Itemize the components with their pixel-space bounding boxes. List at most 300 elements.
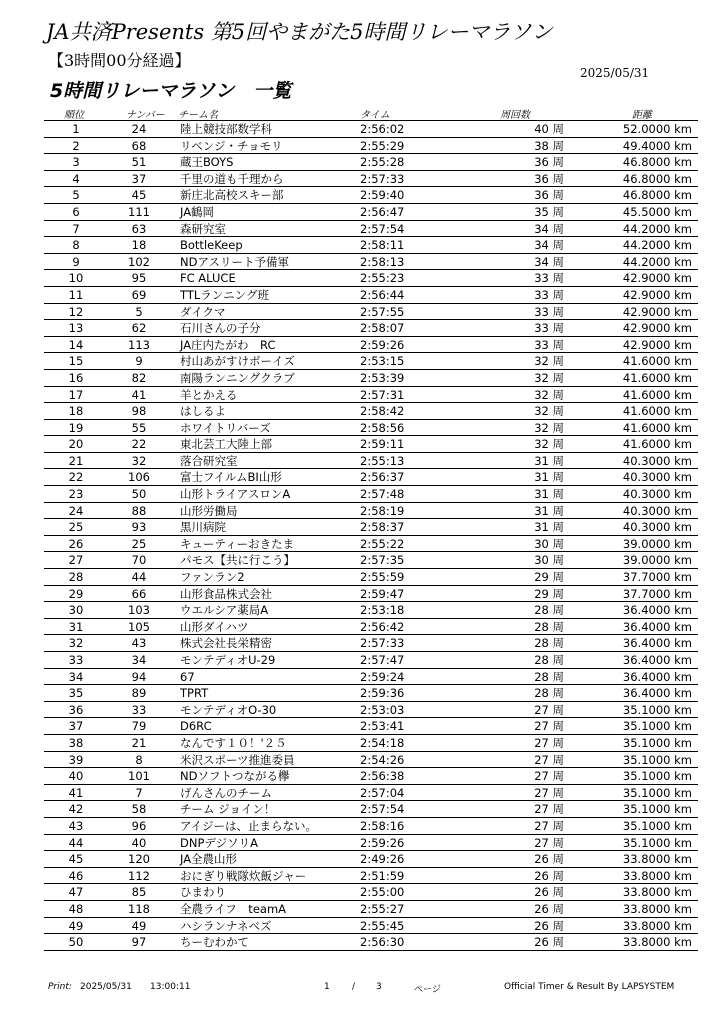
cell-rank: 29 (68, 586, 84, 601)
cell-team-name: 山形ダイハツ (180, 619, 249, 634)
cell-distance: 35.1000 km (622, 785, 692, 800)
cell-team-name: FC ALUCE (180, 271, 236, 286)
table-row (44, 702, 698, 719)
cell-rank: 31 (68, 619, 84, 634)
cell-team-name: DNPデジソリA (180, 835, 259, 850)
cell-team-name: D6RC (180, 719, 212, 734)
cell-number: 24 (131, 122, 147, 136)
table-row (44, 635, 698, 652)
cell-laps: 28 周 (534, 653, 564, 667)
cell-laps: 26 周 (534, 901, 564, 916)
footer (44, 982, 698, 996)
header-laps: 周回数 (500, 110, 530, 121)
cell-distance: 42.9000 km (622, 321, 692, 336)
cell-distance: 36.4000 km (622, 636, 692, 651)
cell-laps: 40 周 (534, 122, 564, 136)
table-row (44, 237, 698, 254)
cell-team-name: 山形食品株式会社 (180, 586, 272, 601)
table-row (44, 602, 698, 619)
cell-team-name: 南陽ランニングクラブ (180, 370, 295, 385)
table-row (44, 901, 698, 918)
cell-time: 2:59:24 (360, 669, 405, 684)
cell-distance: 33.8000 km (622, 935, 692, 950)
cell-laps: 27 周 (534, 835, 564, 850)
cell-team-name: 陸上競技部数学科 (180, 122, 272, 136)
cell-time: 2:58:19 (360, 503, 405, 518)
cell-distance: 44.2000 km (622, 254, 692, 269)
table-row (44, 469, 698, 486)
table-row (44, 453, 698, 470)
credit: Official Timer & Result By LAPSYSTEM (504, 982, 675, 992)
cell-time: 2:59:26 (360, 337, 405, 352)
cell-distance: 33.8000 km (622, 885, 692, 900)
cell-rank: 48 (68, 901, 84, 916)
cell-laps: 27 周 (534, 785, 564, 800)
cell-team-name: おにぎり戦隊炊飯ジャー (180, 868, 307, 883)
cell-distance: 35.1000 km (622, 802, 692, 817)
header-time: タイム (360, 110, 390, 121)
cell-rank: 34 (68, 669, 84, 684)
cell-number: 55 (131, 420, 147, 435)
cell-laps: 27 周 (534, 769, 564, 784)
list-title: 5時間リレーマラソン 一覧 (50, 80, 292, 102)
cell-rank: 3 (72, 155, 80, 170)
cell-distance: 45.5000 km (622, 204, 692, 219)
cell-time: 2:56:30 (360, 935, 405, 950)
cell-time: 2:53:15 (360, 354, 405, 369)
cell-distance: 37.7000 km (622, 570, 692, 585)
cell-rank: 50 (68, 935, 84, 950)
cell-distance: 33.8000 km (622, 901, 692, 916)
cell-team-name: ファンラン2 (180, 570, 245, 585)
table-row (44, 752, 698, 769)
cell-time: 2:53:39 (360, 370, 405, 385)
cell-time: 2:57:33 (360, 171, 405, 186)
cell-time: 2:54:18 (360, 735, 405, 750)
cell-time: 2:58:42 (360, 404, 405, 419)
cell-distance: 40.3000 km (622, 503, 692, 518)
table-row (44, 586, 698, 603)
page-separator: / (352, 982, 356, 992)
cell-laps: 26 周 (534, 935, 564, 950)
cell-laps: 31 周 (534, 487, 564, 502)
cell-number: 7 (135, 785, 143, 800)
table-row (44, 718, 698, 735)
cell-team-name: ウエルシア薬局A (180, 603, 269, 618)
cell-team-name: TTLランニング班 (180, 287, 270, 302)
table-row (44, 420, 698, 437)
table-row (44, 851, 698, 868)
cell-distance: 46.8000 km (622, 155, 692, 170)
cell-team-name: 新庄北高校スキー部 (180, 188, 284, 203)
cell-rank: 36 (68, 702, 84, 717)
table-row (44, 735, 698, 752)
cell-distance: 41.6000 km (622, 437, 692, 452)
cell-laps: 27 周 (534, 719, 564, 734)
cell-team-name: 株式会社長栄精密 (180, 636, 272, 651)
table-row (44, 785, 698, 802)
cell-time: 2:55:27 (360, 901, 405, 916)
cell-number: 37 (131, 171, 147, 186)
cell-team-name: 山形トライアスロンA (180, 487, 291, 502)
cell-rank: 20 (68, 437, 84, 452)
cell-number: 22 (131, 437, 147, 452)
table-row (44, 353, 698, 370)
cell-team-name: 羊とかえる (180, 387, 238, 402)
cell-team-name: NDソフトつながる欅 (180, 769, 290, 784)
cell-number: 82 (131, 370, 147, 385)
cell-distance: 37.7000 km (622, 586, 692, 601)
cell-time: 2:57:33 (360, 636, 405, 651)
table-row (44, 619, 698, 636)
cell-distance: 41.6000 km (622, 387, 692, 402)
table-row (44, 270, 698, 287)
print-date: 2025/05/31 (80, 982, 132, 992)
cell-distance: 35.1000 km (622, 769, 692, 784)
cell-team-name: はしるよ (180, 404, 226, 419)
cell-team-name: なんです１０！'２５ (180, 735, 287, 750)
header-rank: 順位 (64, 110, 84, 121)
table-row (44, 387, 698, 404)
table-row (44, 370, 698, 387)
cell-laps: 32 周 (534, 420, 564, 435)
cell-rank: 37 (68, 719, 84, 734)
cell-rank: 35 (68, 686, 84, 701)
cell-distance: 33.8000 km (622, 868, 692, 883)
cell-rank: 39 (68, 752, 84, 767)
table-row (44, 818, 698, 835)
cell-team-name: ちーむわかて (180, 935, 249, 950)
table-row (44, 337, 698, 354)
cell-distance: 35.1000 km (622, 719, 692, 734)
cell-team-name: JA庄内たがわ RC (180, 337, 276, 352)
cell-laps: 27 周 (534, 752, 564, 767)
cell-team-name: ホワイトリバーズ (180, 420, 271, 435)
cell-time: 2:51:59 (360, 868, 405, 883)
cell-number: 105 (128, 619, 150, 634)
cell-number: 21 (131, 735, 147, 750)
cell-rank: 11 (68, 287, 84, 302)
cell-time: 2:57:48 (360, 487, 405, 502)
table-row (44, 304, 698, 321)
cell-rank: 13 (68, 321, 84, 336)
cell-rank: 25 (68, 520, 84, 535)
cell-time: 2:56:02 (360, 122, 405, 136)
cell-laps: 36 周 (534, 171, 564, 186)
cell-number: 18 (131, 238, 147, 253)
cell-number: 89 (131, 686, 147, 701)
cell-time: 2:58:07 (360, 321, 405, 336)
cell-time: 2:55:00 (360, 885, 405, 900)
cell-laps: 31 周 (534, 503, 564, 518)
table-row (44, 320, 698, 337)
cell-team-name: ひまわり (180, 885, 226, 900)
cell-time: 2:54:26 (360, 752, 405, 767)
cell-laps: 38 周 (534, 138, 564, 153)
cell-rank: 19 (68, 420, 84, 435)
cell-distance: 33.8000 km (622, 918, 692, 933)
cell-number: 33 (131, 702, 147, 717)
cell-distance: 36.4000 km (622, 603, 692, 618)
cell-rank: 47 (68, 885, 84, 900)
cell-number: 51 (131, 155, 147, 170)
cell-rank: 30 (68, 603, 84, 618)
cell-laps: 34 周 (534, 254, 564, 269)
results-table (44, 121, 698, 951)
cell-number: 98 (131, 404, 147, 419)
report-date: 2025/05/31 (580, 66, 650, 80)
cell-team-name: 全農ライフ teamA (180, 901, 287, 916)
cell-time: 2:56:44 (360, 287, 405, 302)
cell-distance: 33.8000 km (622, 852, 692, 867)
cell-number: 8 (135, 752, 143, 767)
cell-rank: 32 (68, 636, 84, 651)
table-row (44, 835, 698, 852)
table-row (44, 486, 698, 503)
cell-laps: 28 周 (534, 686, 564, 701)
table-row (44, 287, 698, 304)
cell-time: 2:55:45 (360, 918, 405, 933)
cell-rank: 9 (72, 254, 80, 269)
table-row (44, 685, 698, 702)
cell-distance: 35.1000 km (622, 735, 692, 750)
cell-laps: 27 周 (534, 802, 564, 817)
cell-number: 66 (131, 586, 147, 601)
cell-laps: 31 周 (534, 470, 564, 485)
cell-rank: 41 (68, 785, 84, 800)
cell-rank: 10 (68, 271, 84, 286)
table-row (44, 569, 698, 586)
cell-laps: 34 周 (534, 238, 564, 253)
cell-time: 2:55:28 (360, 155, 405, 170)
cell-number: 41 (131, 387, 147, 402)
table-row (44, 403, 698, 420)
cell-number: 85 (131, 885, 147, 900)
cell-rank: 33 (68, 653, 84, 667)
cell-team-name: TPRT (180, 686, 209, 701)
cell-laps: 28 周 (534, 603, 564, 618)
cell-number: 69 (131, 287, 147, 302)
cell-distance: 44.2000 km (622, 221, 692, 236)
cell-number: 32 (131, 453, 147, 468)
cell-team-name: 村山あがすけボーイズ (180, 354, 295, 369)
cell-rank: 26 (68, 536, 84, 551)
cell-time: 2:49:26 (360, 852, 405, 867)
cell-rank: 21 (68, 453, 84, 468)
cell-time: 2:57:04 (360, 785, 405, 800)
table-row (44, 536, 698, 553)
cell-team-name: BottleKeep (180, 238, 243, 253)
cell-rank: 44 (68, 835, 84, 850)
cell-number: 44 (131, 570, 147, 585)
cell-number: 40 (131, 835, 147, 850)
cell-time: 2:55:22 (360, 536, 405, 551)
table-row (44, 652, 698, 669)
cell-laps: 26 周 (534, 918, 564, 933)
table-row (44, 519, 698, 536)
cell-laps: 27 周 (534, 702, 564, 717)
cell-distance: 36.4000 km (622, 669, 692, 684)
cell-team-name: 落合研究室 (180, 453, 238, 468)
cell-rank: 2 (72, 138, 80, 153)
cell-team-name: パモス【共に行こう】 (180, 553, 295, 568)
cell-number: 43 (131, 636, 147, 651)
cell-team-name: アイジーは、止まらない。 (180, 818, 317, 833)
cell-time: 2:55:13 (360, 453, 405, 468)
cell-distance: 52.0000 km (622, 122, 692, 136)
cell-time: 2:58:37 (360, 520, 405, 535)
cell-laps: 26 周 (534, 868, 564, 883)
cell-time: 2:56:37 (360, 470, 405, 485)
cell-laps: 36 周 (534, 155, 564, 170)
event-title: JA共済Presents 第5回やまがた5時間リレーマラソン (46, 20, 553, 44)
cell-number: 79 (131, 719, 147, 734)
cell-time: 2:58:56 (360, 420, 405, 435)
table-row (44, 918, 698, 935)
cell-number: 97 (131, 935, 147, 950)
cell-number: 25 (131, 536, 147, 551)
cell-distance: 42.9000 km (622, 287, 692, 302)
cell-rank: 40 (68, 769, 84, 784)
cell-distance: 49.4000 km (622, 138, 692, 153)
cell-time: 2:59:40 (360, 188, 405, 203)
cell-rank: 12 (68, 304, 84, 319)
cell-rank: 16 (68, 370, 84, 385)
cell-number: 106 (128, 470, 150, 485)
cell-distance: 46.8000 km (622, 171, 692, 186)
cell-team-name: JA全農山形 (180, 852, 238, 867)
cell-laps: 30 周 (534, 536, 564, 551)
cell-number: 45 (131, 188, 147, 203)
header-number: ナンバー (126, 110, 165, 121)
cell-rank: 28 (68, 570, 84, 585)
print-time: 13:00:11 (150, 982, 191, 992)
table-header (44, 104, 698, 121)
cell-number: 118 (128, 901, 150, 916)
cell-distance: 42.9000 km (622, 304, 692, 319)
cell-distance: 41.6000 km (622, 354, 692, 369)
cell-time: 2:53:41 (360, 719, 405, 734)
cell-laps: 36 周 (534, 188, 564, 203)
cell-team-name: 千里の道も千理から (180, 171, 284, 186)
cell-time: 2:57:55 (360, 304, 405, 319)
page-label: ページ (414, 985, 441, 995)
cell-rank: 8 (72, 238, 80, 253)
cell-team-name: 山形労働局 (180, 503, 238, 518)
cell-team-name: 東北芸工大陸上部 (180, 437, 272, 452)
header-distance: 距離 (632, 110, 652, 121)
cell-time: 2:57:54 (360, 221, 405, 236)
cell-distance: 39.0000 km (622, 553, 692, 568)
cell-team-name: 富士フイルムBI山形 (180, 470, 282, 485)
cell-number: 58 (131, 802, 147, 817)
cell-laps: 33 周 (534, 304, 564, 319)
cell-laps: 26 周 (534, 885, 564, 900)
cell-laps: 28 周 (534, 636, 564, 651)
cell-team-name: チーム ジョイン！ (180, 802, 276, 817)
cell-number: 70 (131, 553, 147, 568)
cell-rank: 45 (68, 852, 84, 867)
cell-distance: 42.9000 km (622, 271, 692, 286)
table-row (44, 254, 698, 271)
cell-laps: 31 周 (534, 453, 564, 468)
cell-time: 2:55:59 (360, 570, 405, 585)
cell-time: 2:58:13 (360, 254, 405, 269)
cell-number: 111 (128, 204, 150, 219)
cell-laps: 33 周 (534, 287, 564, 302)
cell-rank: 7 (72, 221, 80, 236)
cell-number: 49 (131, 918, 147, 933)
table-row (44, 154, 698, 171)
cell-team-name: げんさんのチーム (180, 785, 272, 800)
cell-distance: 39.0000 km (622, 536, 692, 551)
table-row (44, 171, 698, 188)
cell-time: 2:55:29 (360, 138, 405, 153)
cell-time: 2:53:03 (360, 702, 405, 717)
cell-rank: 43 (68, 818, 84, 833)
cell-team-name: JA鶴岡 (180, 204, 215, 219)
cell-distance: 36.4000 km (622, 686, 692, 701)
cell-team-name: 米沢スポーツ推進委員 (180, 752, 295, 767)
cell-team-name: 67 (180, 669, 195, 684)
header-team: チーム名 (178, 110, 218, 121)
cell-number: 112 (128, 868, 150, 883)
cell-distance: 35.1000 km (622, 818, 692, 833)
cell-time: 2:58:16 (360, 818, 405, 833)
cell-rank: 27 (68, 553, 84, 568)
cell-rank: 1 (72, 122, 80, 136)
cell-laps: 30 周 (534, 553, 564, 568)
cell-number: 94 (131, 669, 147, 684)
cell-number: 93 (131, 520, 147, 535)
table-row (44, 884, 698, 901)
cell-team-name: リベンジ・チョモリ (180, 138, 283, 153)
cell-time: 2:59:26 (360, 835, 405, 850)
cell-distance: 40.3000 km (622, 453, 692, 468)
cell-time: 2:57:31 (360, 387, 405, 402)
cell-rank: 14 (68, 337, 84, 352)
cell-laps: 27 周 (534, 818, 564, 833)
cell-number: 113 (128, 337, 150, 352)
cell-time: 2:59:47 (360, 586, 405, 601)
cell-number: 88 (131, 503, 147, 518)
cell-rank: 6 (72, 204, 80, 219)
cell-team-name: 森研究室 (180, 221, 226, 236)
table-row (44, 801, 698, 818)
table-row (44, 552, 698, 569)
cell-distance: 35.1000 km (622, 702, 692, 717)
table-row (44, 669, 698, 686)
cell-rank: 5 (72, 188, 80, 203)
cell-team-name: モンテディオO-30 (180, 702, 277, 717)
cell-laps: 29 周 (534, 586, 564, 601)
cell-time: 2:56:38 (360, 769, 405, 784)
cell-team-name: 黒川病院 (180, 520, 226, 535)
cell-number: 101 (128, 769, 150, 784)
page-total: 3 (376, 982, 382, 992)
table-row (44, 204, 698, 221)
cell-distance: 36.4000 km (622, 653, 692, 667)
cell-time: 2:58:11 (360, 238, 405, 253)
cell-number: 95 (131, 271, 147, 286)
cell-distance: 41.6000 km (622, 370, 692, 385)
cell-number: 62 (131, 321, 147, 336)
table-row (44, 436, 698, 453)
cell-rank: 24 (68, 503, 84, 518)
elapsed-time-label: 【3時間00分経過】 (48, 51, 191, 70)
cell-time: 2:56:47 (360, 204, 405, 219)
cell-laps: 28 周 (534, 669, 564, 684)
